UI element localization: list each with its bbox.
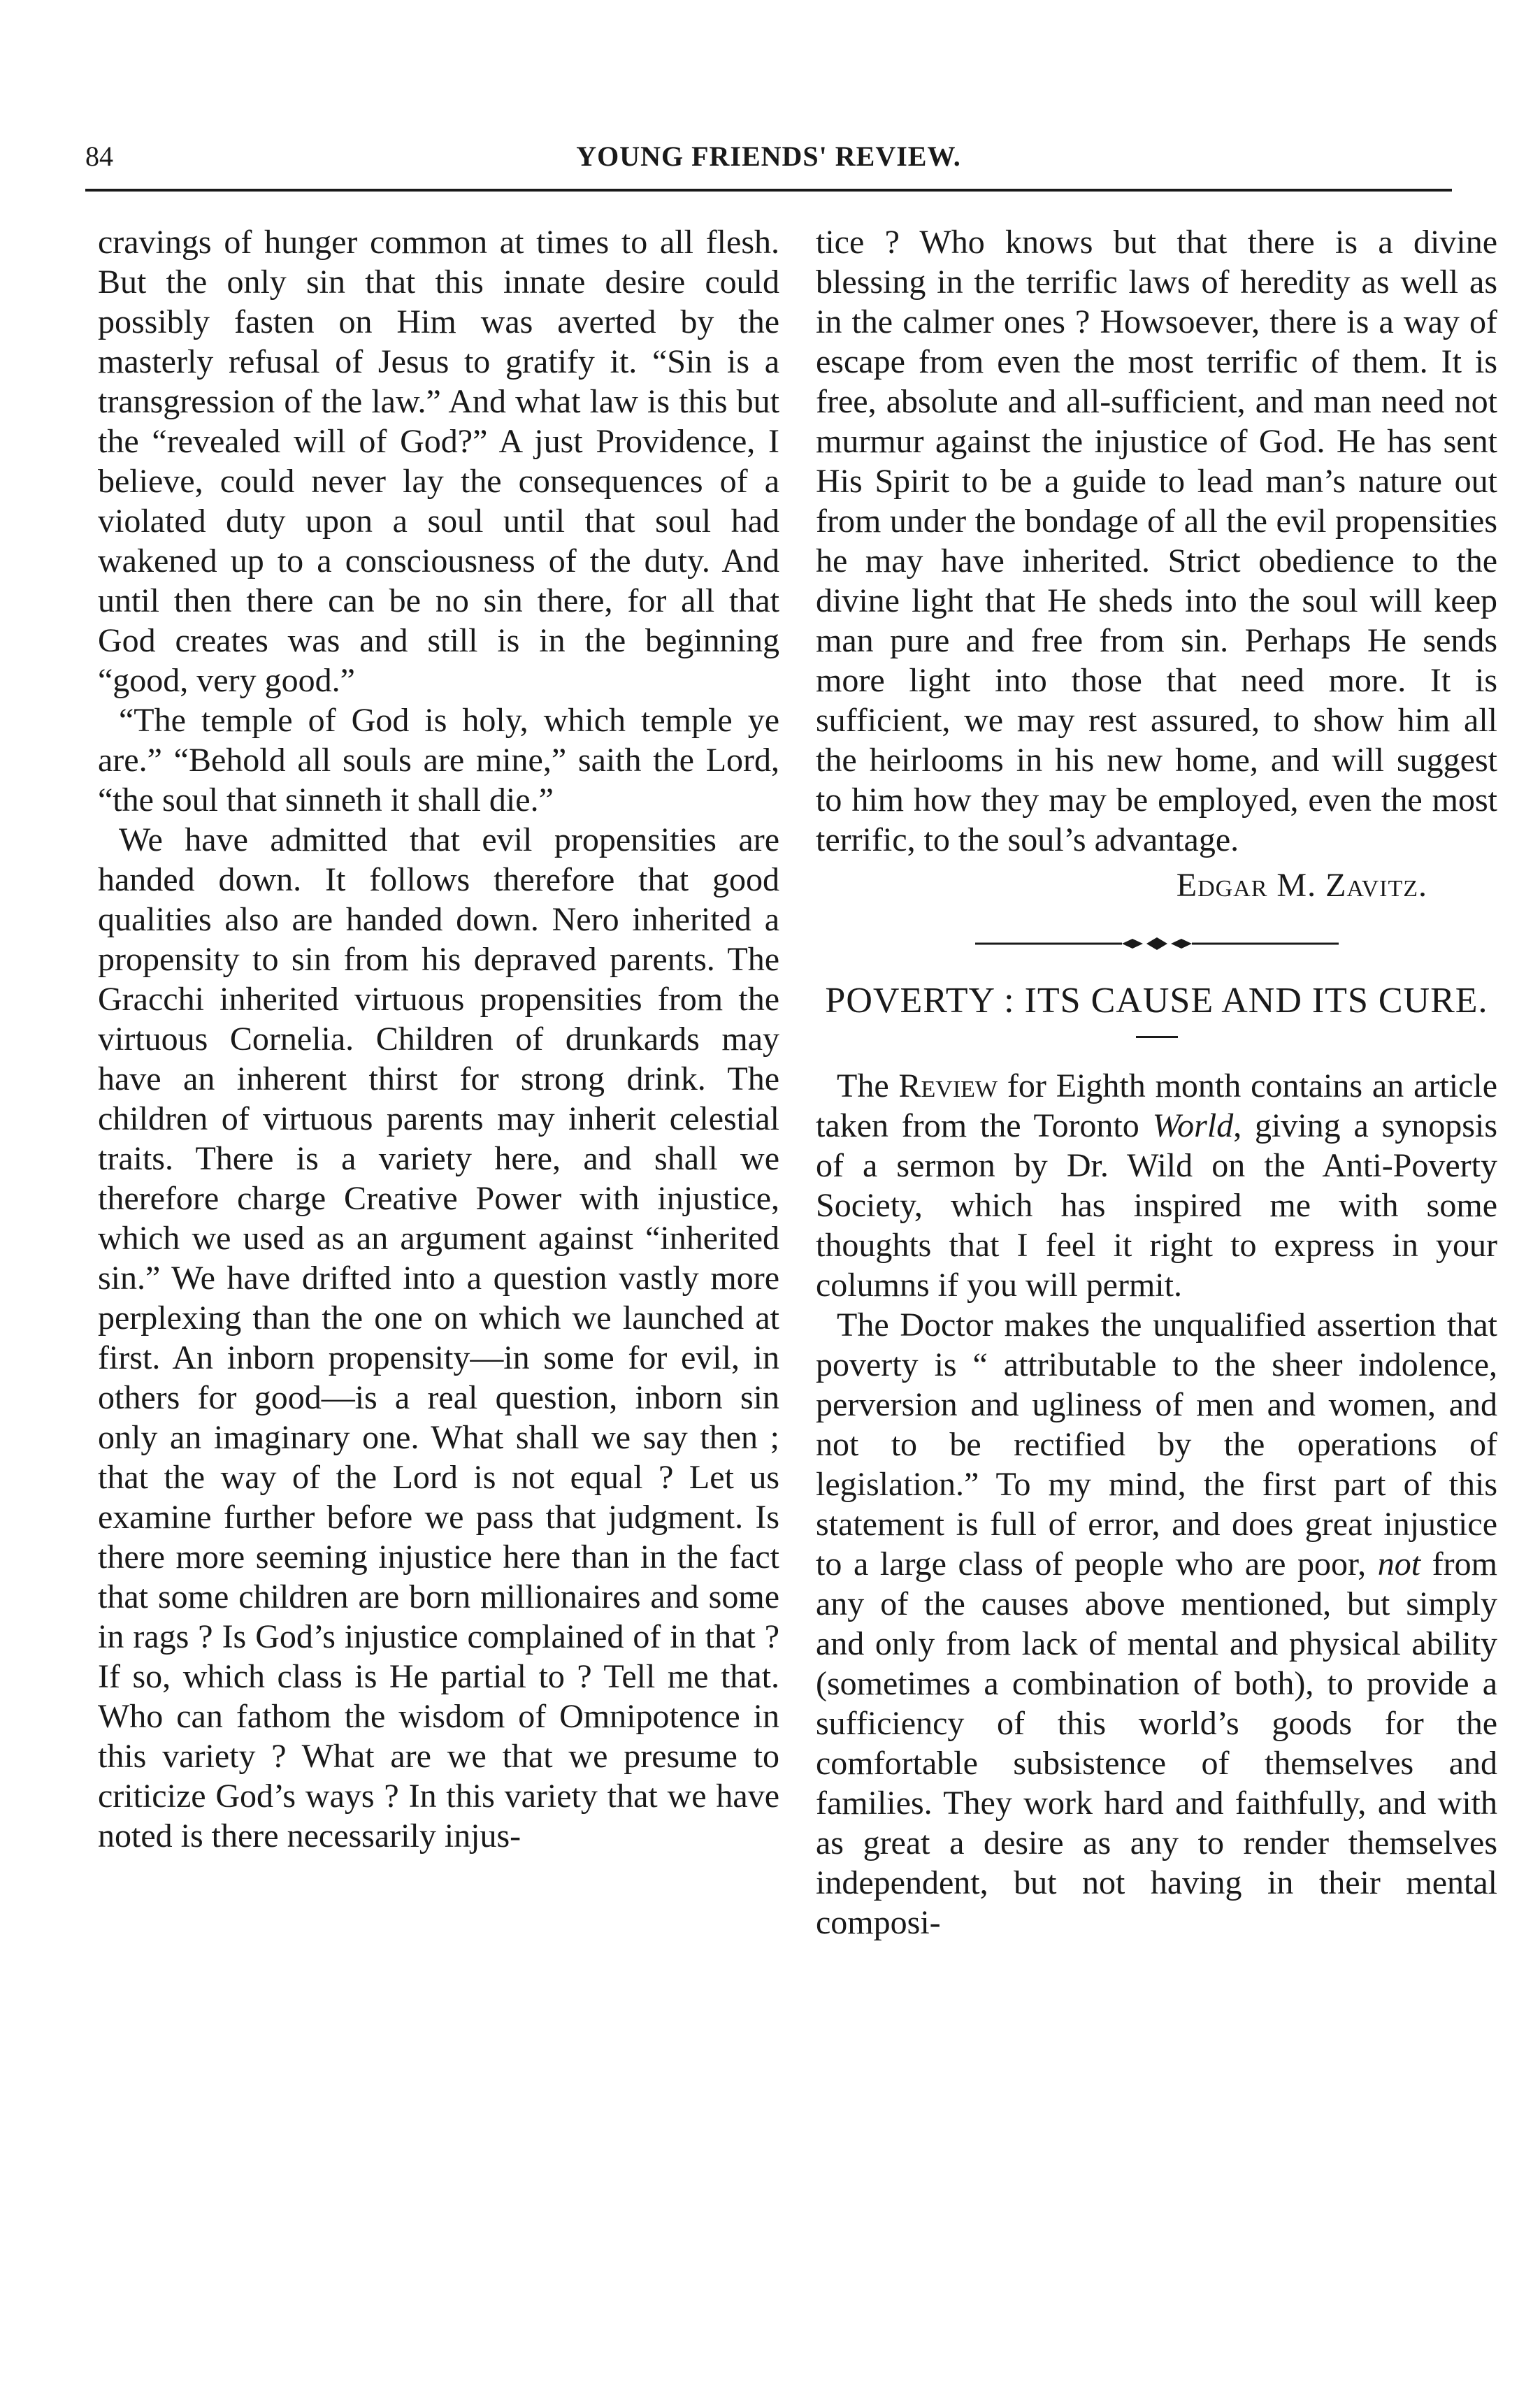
left-column — [98, 222, 779, 1856]
title-underline — [1136, 1036, 1178, 1038]
newspaper-name: World — [1152, 1107, 1234, 1144]
paragraph: “The temple of God is holy, which temple ye are.” “Behold all souls are mine,” saith the Lord, “the soul that sinneth it shall die.” — [98, 702, 779, 819]
text-run: The — [837, 1067, 899, 1104]
text-run: , giving a synopsis of a sermon by Dr. Wild on the Anti-Poverty Society, which has inspired me with some thoughts that I feel it right to express in your columns if you will permit. — [816, 1107, 1497, 1304]
page-number: 84 — [85, 141, 113, 172]
publication-name: Review — [898, 1067, 998, 1104]
header-rule — [85, 189, 1452, 192]
emphasis: not — [1377, 1546, 1421, 1583]
text-run: The Doctor makes the unqualified assertion that poverty is “ attributable to the sheer indolence, perversion and ugliness of men and women, and not to be rectified by the operations of legislation.” To my mind, the first part of this statement is full of error, and does great injustice to a large class of people who are poor, — [816, 1306, 1497, 1583]
text-run: for Eighth month contains an article taken from the Toronto — [816, 1067, 1498, 1144]
article-title: POVERTY : ITS CAUSE AND ITS CURE. — [825, 981, 1488, 1021]
paragraph: We have admitted that evil propensities are handed down. It follows therefore that good qualities also are handed down. Nero inherited a propensity to sin from his depraved parents. The Gracchi inherited virtuous propensities from the virtuous Cornelia. Children of drunkards may have an inherent thirst for strong drink. The children of virtuous parents may inherit celestial traits. There is a variety here, and shall we therefore charge Creative Power with injustice, which we used as an argument against “inherited sin.” We have drifted into a question vastly more perplexing than the one on which we launched at first. An inborn propensity—in some for evil, in others for good—is a real question, inborn sin only an imaginary one. What shall we say then ; that the way of the Lord is not equal ? Let us examine further before we pass that judgment. Is there more seeming injustice here than in the fact that some children are born millionaires and some in rags ? Is God’s injustice complained of in that ? If so, which class is He partial to ? Tell me that. Who can fathom the wisdom of Omnipotence in this variety ? What are we that we presume to criticize God’s ways ? In this variety that we have noted is there necessarily injus- — [98, 821, 779, 1854]
paragraph — [816, 1305, 1497, 1943]
author-signature: Edgar M. Zavitz. — [1176, 867, 1427, 904]
paragraph — [816, 1066, 1497, 1305]
text-run: from any of the causes above mentioned, but simply and only from lack of mental and physical ability (sometimes a combination of both), to provide a sufficiency of this world’s goods for the comfortable subsistence of themselves and families. They work hard and faithfully, and with as great a desire as any to render themselves independent, but not having in their mental composi- — [816, 1546, 1497, 1941]
ornament-rule-icon — [975, 933, 1339, 954]
right-column — [816, 222, 1497, 1943]
paragraph: cravings of hunger common at times to all flesh. But the only sin that this innate desire could possibly fasten on Him was averted by the masterly refusal of Jesus to gratify it. “Sin is a transgression of the law.” And what law is this but the “revealed will of God?” A just Providence, I believe, could never lay the consequences of a violated duty upon a soul until that soul had wakened up to a consciousness of the duty. And until then there can be no sin there, for all that God creates was and still is in the beginning “good, very good.” — [98, 224, 779, 699]
section-divider-ornament — [816, 933, 1497, 959]
running-title: YOUNG FRIENDS' REVIEW. — [576, 141, 961, 172]
paragraph: tice ? Who knows but that there is a divine blessing in the terrific laws of heredity as well as in the calmer ones ? Howsoever, there is a way of escape from even the most terrific of them. It is free, absolute and all-sufficient, and man need not murmur against the injustice of God. He has sent His Spirit to be a guide to lead man’s nature out from under the bondage of all the evil propensities he may have inherited. Strict obedience to the divine light that He sheds into the soul will keep man pure and free from sin. Perhaps He sends more light into those that need more. It is sufficient, we may rest assured, to show him all the heirlooms in his new home, and will suggest to him how they may be employed, even the most terrific, to the soul’s advantage. — [816, 224, 1497, 858]
page-header — [85, 140, 1452, 182]
